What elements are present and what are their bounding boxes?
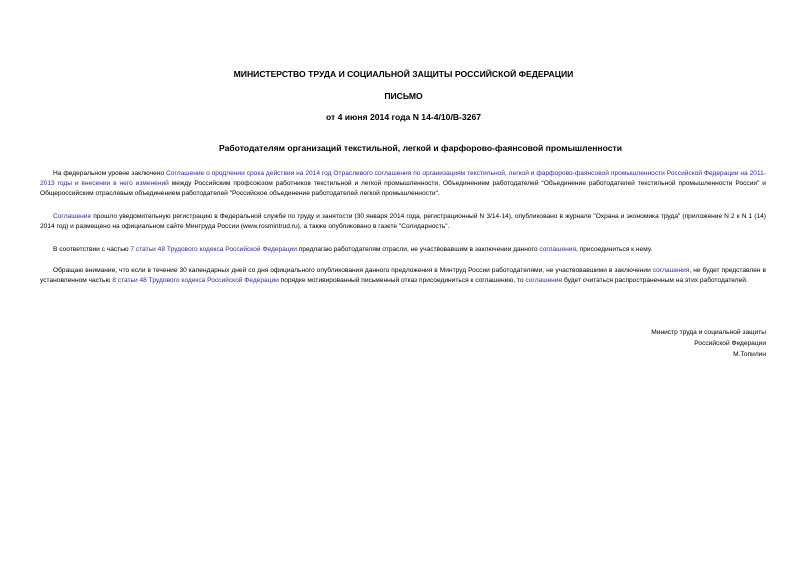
ministry-heading: МИНИСТЕРСТВО ТРУДА И СОЦИАЛЬНОЙ ЗАЩИТЫ РОССИЙСКОЙ ФЕДЕРАЦИИ xyxy=(233,69,574,79)
document-date-number: от 4 июня 2014 года N 14-4/10/В-3267 xyxy=(325,112,482,122)
document-type-heading: ПИСЬМО xyxy=(384,91,423,101)
paragraph-text: , присоединиться к нему. xyxy=(576,246,653,253)
agreement-link[interactable]: соглашения xyxy=(652,267,690,274)
paragraph-text: Обращаю внимание, что если в течение 30 календарных дней со дня официального опубликования данного предложения в Минтруд России работодателями, не участвовавшими в заключении xyxy=(53,267,653,274)
paragraph-refusal-notice xyxy=(40,266,766,286)
agreement-link[interactable]: соглашение xyxy=(525,277,563,285)
paragraph-text: будет считаться распространенным на этих работодателей. xyxy=(562,277,748,285)
paragraph-text: На федеральном уровне заключено xyxy=(53,170,167,177)
paragraph-text: порядке мотивированный письменный отказ присоединиться к соглашению, то xyxy=(278,277,526,285)
signature-position: Министр труда и социальной защиты xyxy=(651,329,766,336)
signature-block xyxy=(651,327,766,360)
signature-country: Российской Федерации xyxy=(694,340,766,347)
paragraph-text: между Российским профсоюзом работников текстильной и легкой промышленности, Объединением работодателей "Объединение работодателей текстильной промышленности России" и Общероссийским отраслевым объединением работодателей "Российское объединение работодателей легкой промышленности". xyxy=(40,180,766,198)
paragraph-join-proposal xyxy=(40,245,766,255)
agreement-extension-link[interactable]: Соглашение о продлении срока действия на 2014 год Отраслевого соглашения по организациям текстильной, легкой и фарфорово-фаянсовой промышленности Российской Федерации на 2011-2013 годы и внесении в него изменений xyxy=(40,170,766,188)
paragraph-text: , не будет представлен в установленном частью xyxy=(40,267,766,285)
labor-code-article-48-part-7-link[interactable]: 7 статьи 48 Трудового кодекса Российской Федерации xyxy=(130,246,297,253)
addressee-heading: Работодателям организаций текстильной, легкой и фарфорово-фаянсовой промышленности xyxy=(218,143,623,153)
agreement-link[interactable]: Соглашение xyxy=(53,213,92,220)
paragraph-text: предлагаю работодателям отрасли, не участвовавшим в заключении данного xyxy=(296,246,540,253)
signature-name: М.Топилин xyxy=(733,351,766,358)
labor-code-article-48-part-8-link[interactable]: 8 статьи 48 Трудового кодекса Российской Федерации xyxy=(112,277,279,285)
paragraph-agreement-concluded xyxy=(40,169,766,200)
paragraph-text: В соответствии с частью xyxy=(53,246,131,253)
paragraph-text: прошло уведомительную регистрацию в Федеральной службе по труду и занятости (30 января 2014 года, регистрационный N 3/14-14), опубликовано в журнале "Охрана и экономика труда" (приложение N 2 к N 1 (14) 2014 год) и размещено на официальном сайте Минтруда России (www.rosmintrud.ru), а также опубликовано в газете "Солидарность". xyxy=(40,213,766,231)
paragraph-registration xyxy=(40,212,766,232)
agreement-link[interactable]: соглашения xyxy=(539,246,577,253)
